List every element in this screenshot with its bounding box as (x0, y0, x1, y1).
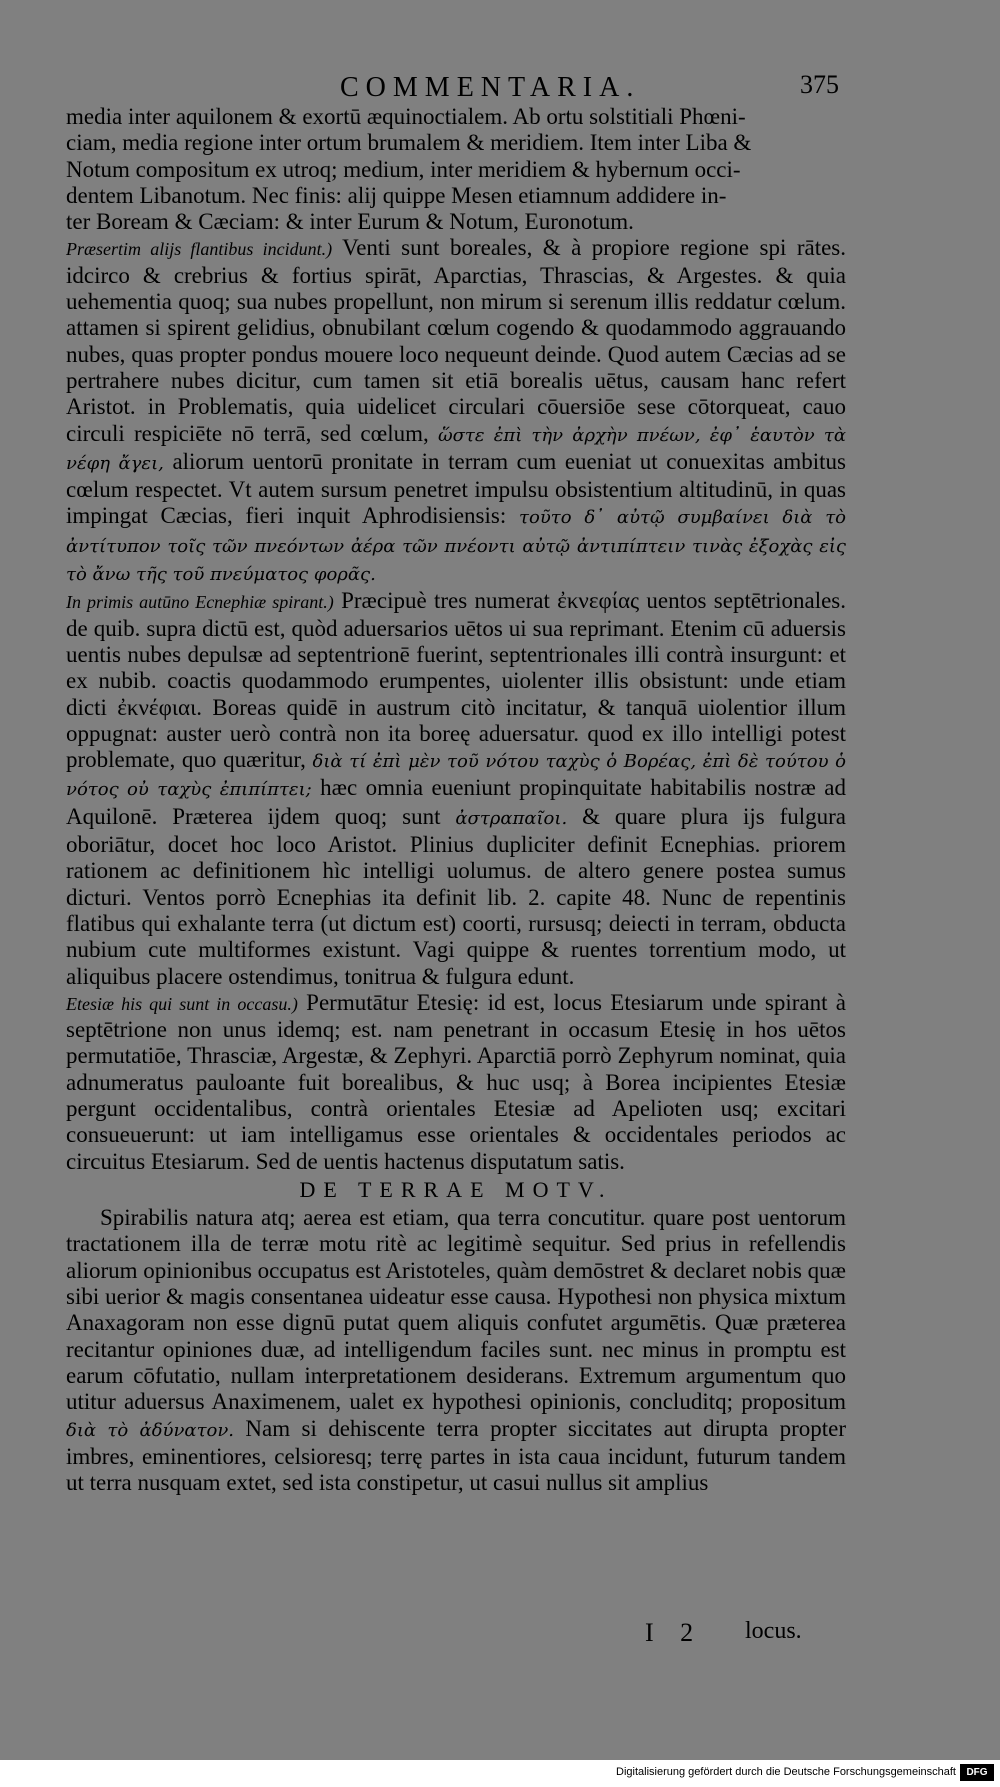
section-paragraph: Spirabilis natura atq; aerea est etiam, qua terra concutitur. quare post uentorum tractationem illa de terræ motu ritè ac legitimè sequitur. Sed prius in refellendis aliorum opinionibus occupatus est Aristoteles, quàm demōstret & declaret nobis quæ sibi uerior & magis consentanea uideatur esse causa. Hypothesi non physica mixtum Anaxagoram non esse dignū putat quem aliquis confutet argumētis. Quæ præterea recitantur opiniones duæ, ad intelligendum faciles sunt. nec minus in promptu est earum cōfutatio, nullam interpretationem desiderans. Extremum argumentum quo utitur aduersus Anaximenem, ualet ex hypothesi opinionis, concluditq; propositum (66, 1205, 846, 1415)
note-text: aliorum uentorū pronitate in terram cum eueniat ut conuexitas ambitus cœlum respectet. Vt autem sursum penetret impulsu obsistentium altitudinū, in quas impingat Cæcias, fieri inquit Aphrodisiensis: (66, 448, 847, 529)
running-head: COMMENTARIA. (340, 72, 641, 103)
section-text (66, 1205, 846, 1496)
note-lemma: Etesiæ his qui sunt in occasu.) (66, 993, 298, 1014)
dfg-logo: DFG (960, 1764, 994, 1781)
signature-mark: I 2 (645, 1618, 704, 1647)
greek-quote: διὰ τί ἐπὶ μὲν τοῦ νότου ταχὺς ὁ Βορέας, ἐπὶ δὲ τούτου ὁ νότος οὐ ταχὺς ἐπιπίπτει; (66, 751, 847, 801)
note-text: & quare plura ijs fulgura oboriātur, docet hoc loco Aristot. Plinius dupliciter definit Ecnephias. priorem rationem ac definitionem hìc intelligi uolumus. de altero genere postea sumus dicturi. Ventos porrò Ecnephias ita definit lib. 2. capite 48. Nunc de repentinis flatibus qui exhalante terra (ut dictum est) coorti, rursusq; deiecti in terram, obducta nubium cute multiformes existunt. Vagi quippe & ruentes torrentium modo, ut aliquibus placere ostendimus, tonitrua & fulgura edunt. (66, 803, 846, 989)
note-lemma: Præsertim alijs flantibus incidunt.) (66, 239, 333, 260)
note-lemma: In primis autūno Ecnephiæ spirant.) (66, 592, 334, 613)
page-header (80, 68, 840, 108)
text-line: ciam, media regione inter ortum brumalem & meridiem. Item inter Liba & (66, 130, 752, 156)
note-text: Permutātur Etesię: id est, locus Etesiarum unde spirant à septētrione non unus idemq; est. nam penetrant in occasum Etesię in hos uētos permutatiōe, Thrasciæ, Argestæ, & Zephyri. Aparctiā porrò Zephyrum nominat, quia adnumeratus pauloante fuit borealibus, & huc usq; à Borea incipientes Etesiæ pergunt occidentalibus, contrà orientales Etesiæ ad Apelioten usq; excitari consueuerunt: ut iam intelligamus esse orientales & occidentales periodos ac circuitus Etesiarum. Sed de uentis hactenus disputatum satis. (66, 989, 847, 1174)
page-number: 375 (800, 70, 839, 99)
commentary-note (66, 588, 846, 989)
section-paragraph: Nam si dehiscente terra propter siccitates aut dirupta propter imbres, eminentiores, celsioresq; terrę partes in ista caua incidunt, futurum tandem ut terra nusquam extet, sed ista constipetur, ut casui nullus sit amplius (66, 1415, 846, 1496)
commentary-note (66, 235, 846, 588)
note-text: Venti sunt boreales, & à propiore regione spi rātes. idcirco & crebrius & fortius spirāt, Aparctias, Thrascias, & Argestes. & quia uehementia quoq; sua nubes propellunt, non mirum si serenum illis reddatur cœlum. attamen si spirent gelidius, obnubilant cœlum cogendo & quodammodo aggrauando nubes, quas propter pondus mouere loco nequeunt deinde. Quod autem Cæcias ad se pertrahere nubes dicitur, cum tamen sit etiā borealis uētus, causam hanc refert Aristot. in Problematis, quia uidelicet circulari cōuersiōe sese cōtorqueat, cauo circuli respiciēte nō terrā, sed cœlum, (66, 235, 846, 446)
text-line: Notum compositum ex utroq; medium, inter meridiem & hybernum occi- (66, 156, 741, 182)
greek-quote: τοῦτο δ᾽ αὐτῷ συμβαίνει διὰ τὸ ἀντίτυπον τοῖς τῶν πνεόντων ἀέρα τῶν πνέοντι αὐτῷ ἀντιπίπτειν τινὰς ἐξοχὰς εἰς τὸ ἄνω τῆς τοῦ πνεύματος φορᾶς. (66, 507, 847, 586)
greek-quote: διὰ τὸ ἀδύνατον. (66, 1419, 235, 1441)
footer-credit: Digitalisierung gefördert durch die Deutsche Forschungsgemeinschaft (616, 1766, 956, 1778)
section-heading: DE TERRAE MOTV. (299, 1176, 613, 1202)
greek-quote: ὥστε ἐπὶ τὴν ἀρχὴν πνέων, ἐφ᾽ ἑαυτὸν τὰ νέφη ἄγει, (66, 424, 846, 474)
note-text: hæc omnia eueniunt propinquitate habitabilis nostræ ad Aquilonē. Præterea ijdem quoq; sunt (66, 775, 846, 829)
note-text: Præcipuè tres numerat ἐκνεφίας uentos septētrionales. de quib. supra dictū est, quòd aduersarios uētos ui sua reprimant. Etenim cū aduersis uentis nubes depulsæ ad septentrionē fuerint, septentrionales illi contrà insurgunt: et ex nubib. coactis quodammodo erumpentes, uiolenter illis obsistunt: unde etiam dicti ἐκνέφιαι. Boreas quidē in austrum citò incitatur, & tanquā uiolentior illum oppugnat: auster uerò contrà non ita boreę aduersatur. quod ex illo intelligi potest problemate, quo quæritur, (66, 588, 846, 773)
catchword: locus. (745, 1618, 802, 1644)
text-line: dentem Libanotum. Nec finis: alij quippe Mesen etiamnum addidere in- (66, 182, 727, 208)
text-body (66, 104, 846, 1496)
commentary-note (66, 990, 846, 1175)
greek-quote: ἀστραπαῖοι. (455, 807, 568, 829)
text-line: media inter aquilonem & exortū æquinoctialem. Ab ortu solstitiali Phœni- (66, 104, 746, 129)
footer-bar (0, 1760, 1000, 1787)
text-line: ter Boream & Cæciam: & inter Eurum & Notum, Euronotum. (66, 209, 634, 235)
